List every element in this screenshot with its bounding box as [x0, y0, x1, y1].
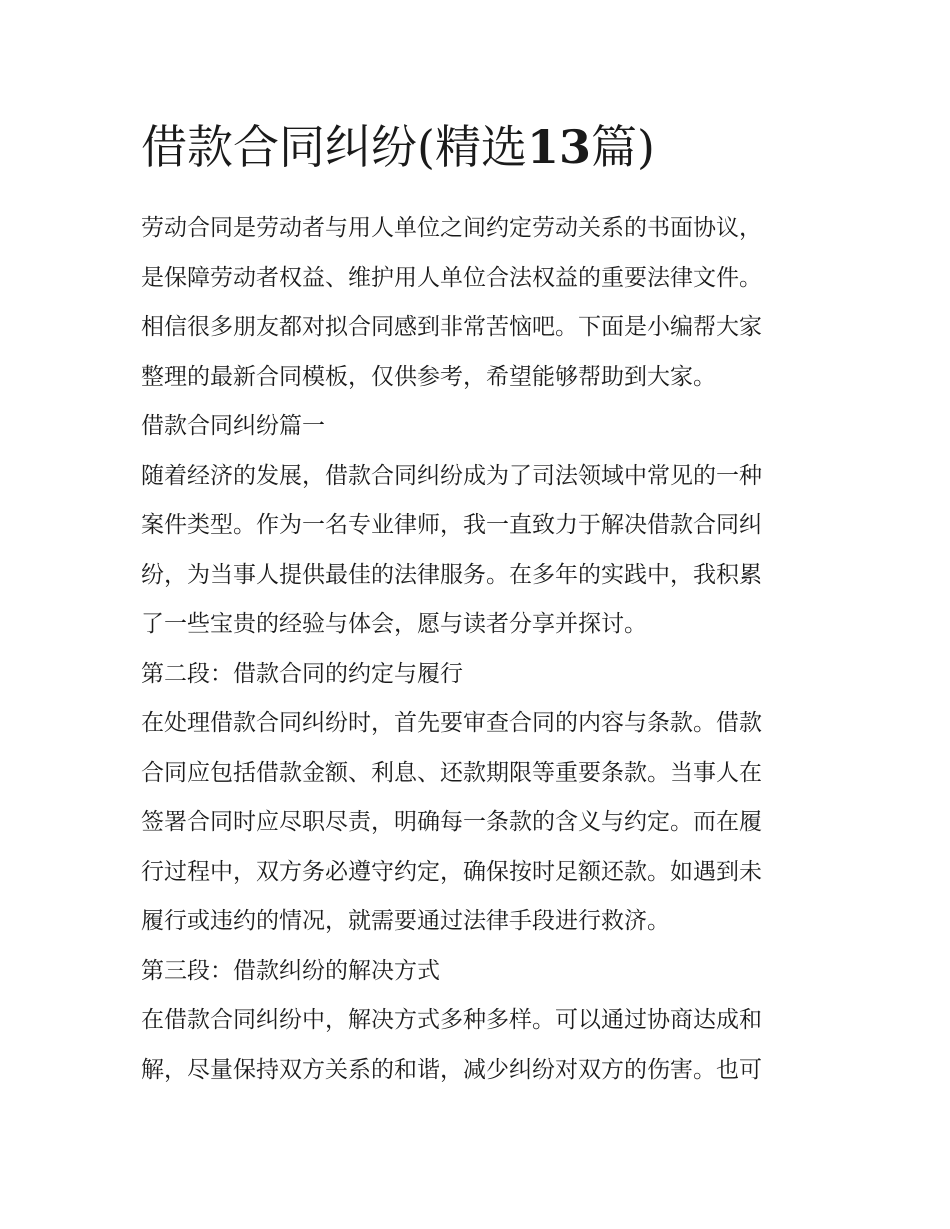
- body-line: 合同应包括借款金额、利息、还款期限等重要条款。当事人在: [141, 759, 762, 786]
- title-number: 13: [526, 120, 591, 174]
- document-page: [141, 112, 813, 1095]
- body-line: 履行或违约的情况，就需要通过法律手段进行救济。: [141, 908, 670, 934]
- body-line: 解，尽量保持双方关系的和谐，减少纠纷对双方的伤害。也可: [141, 1056, 762, 1083]
- body-line: 了一些宝贵的经验与体会，愿与读者分享并探讨。: [141, 611, 647, 637]
- body-line: 在借款合同纠纷中，解决方式多种多样。可以通过协商达成和: [141, 1007, 762, 1033]
- intro-line-2: 是保障劳动者权益、维护用人单位合法权益的重要法律文件。: [141, 264, 762, 291]
- intro-line-4: 整理的最新合同模板，仅供参考，希望能够帮助到大家。: [141, 363, 716, 390]
- body-line: 在处理借款合同纠纷时，首先要审查合同的内容与条款。借款: [141, 710, 762, 736]
- section-heading-1: 借款合同纠纷篇一: [141, 413, 325, 439]
- intro-line-3: 相信很多朋友都对拟合同感到非常苦恼吧。下面是小编帮大家: [141, 314, 762, 340]
- body-line: 行过程中，双方务必遵守约定，确保按时足额还款。如遇到未: [141, 858, 762, 885]
- body-line: 随着经济的发展，借款合同纠纷成为了司法领域中常见的一种: [141, 462, 762, 489]
- body-line: 案件类型。作为一名专业律师，我一直致力于解决借款合同纠: [141, 512, 762, 538]
- document-title: [141, 112, 813, 182]
- section-heading-3: 第三段：借款纠纷的解决方式: [141, 957, 440, 984]
- title-prefix: 借款合同纠纷(精选: [141, 120, 527, 174]
- title-suffix: 篇): [590, 120, 655, 174]
- body-line: 签署合同时应尽职尽责，明确每一条款的含义与约定。而在履: [141, 809, 762, 835]
- section-heading-2: 第二段：借款合同的约定与履行: [141, 660, 463, 687]
- body-line: 纷，为当事人提供最佳的法律服务。在多年的实践中，我积累: [141, 561, 762, 588]
- intro-line-1: 劳动合同是劳动者与用人单位之间约定劳动关系的书面协议，: [141, 215, 762, 241]
